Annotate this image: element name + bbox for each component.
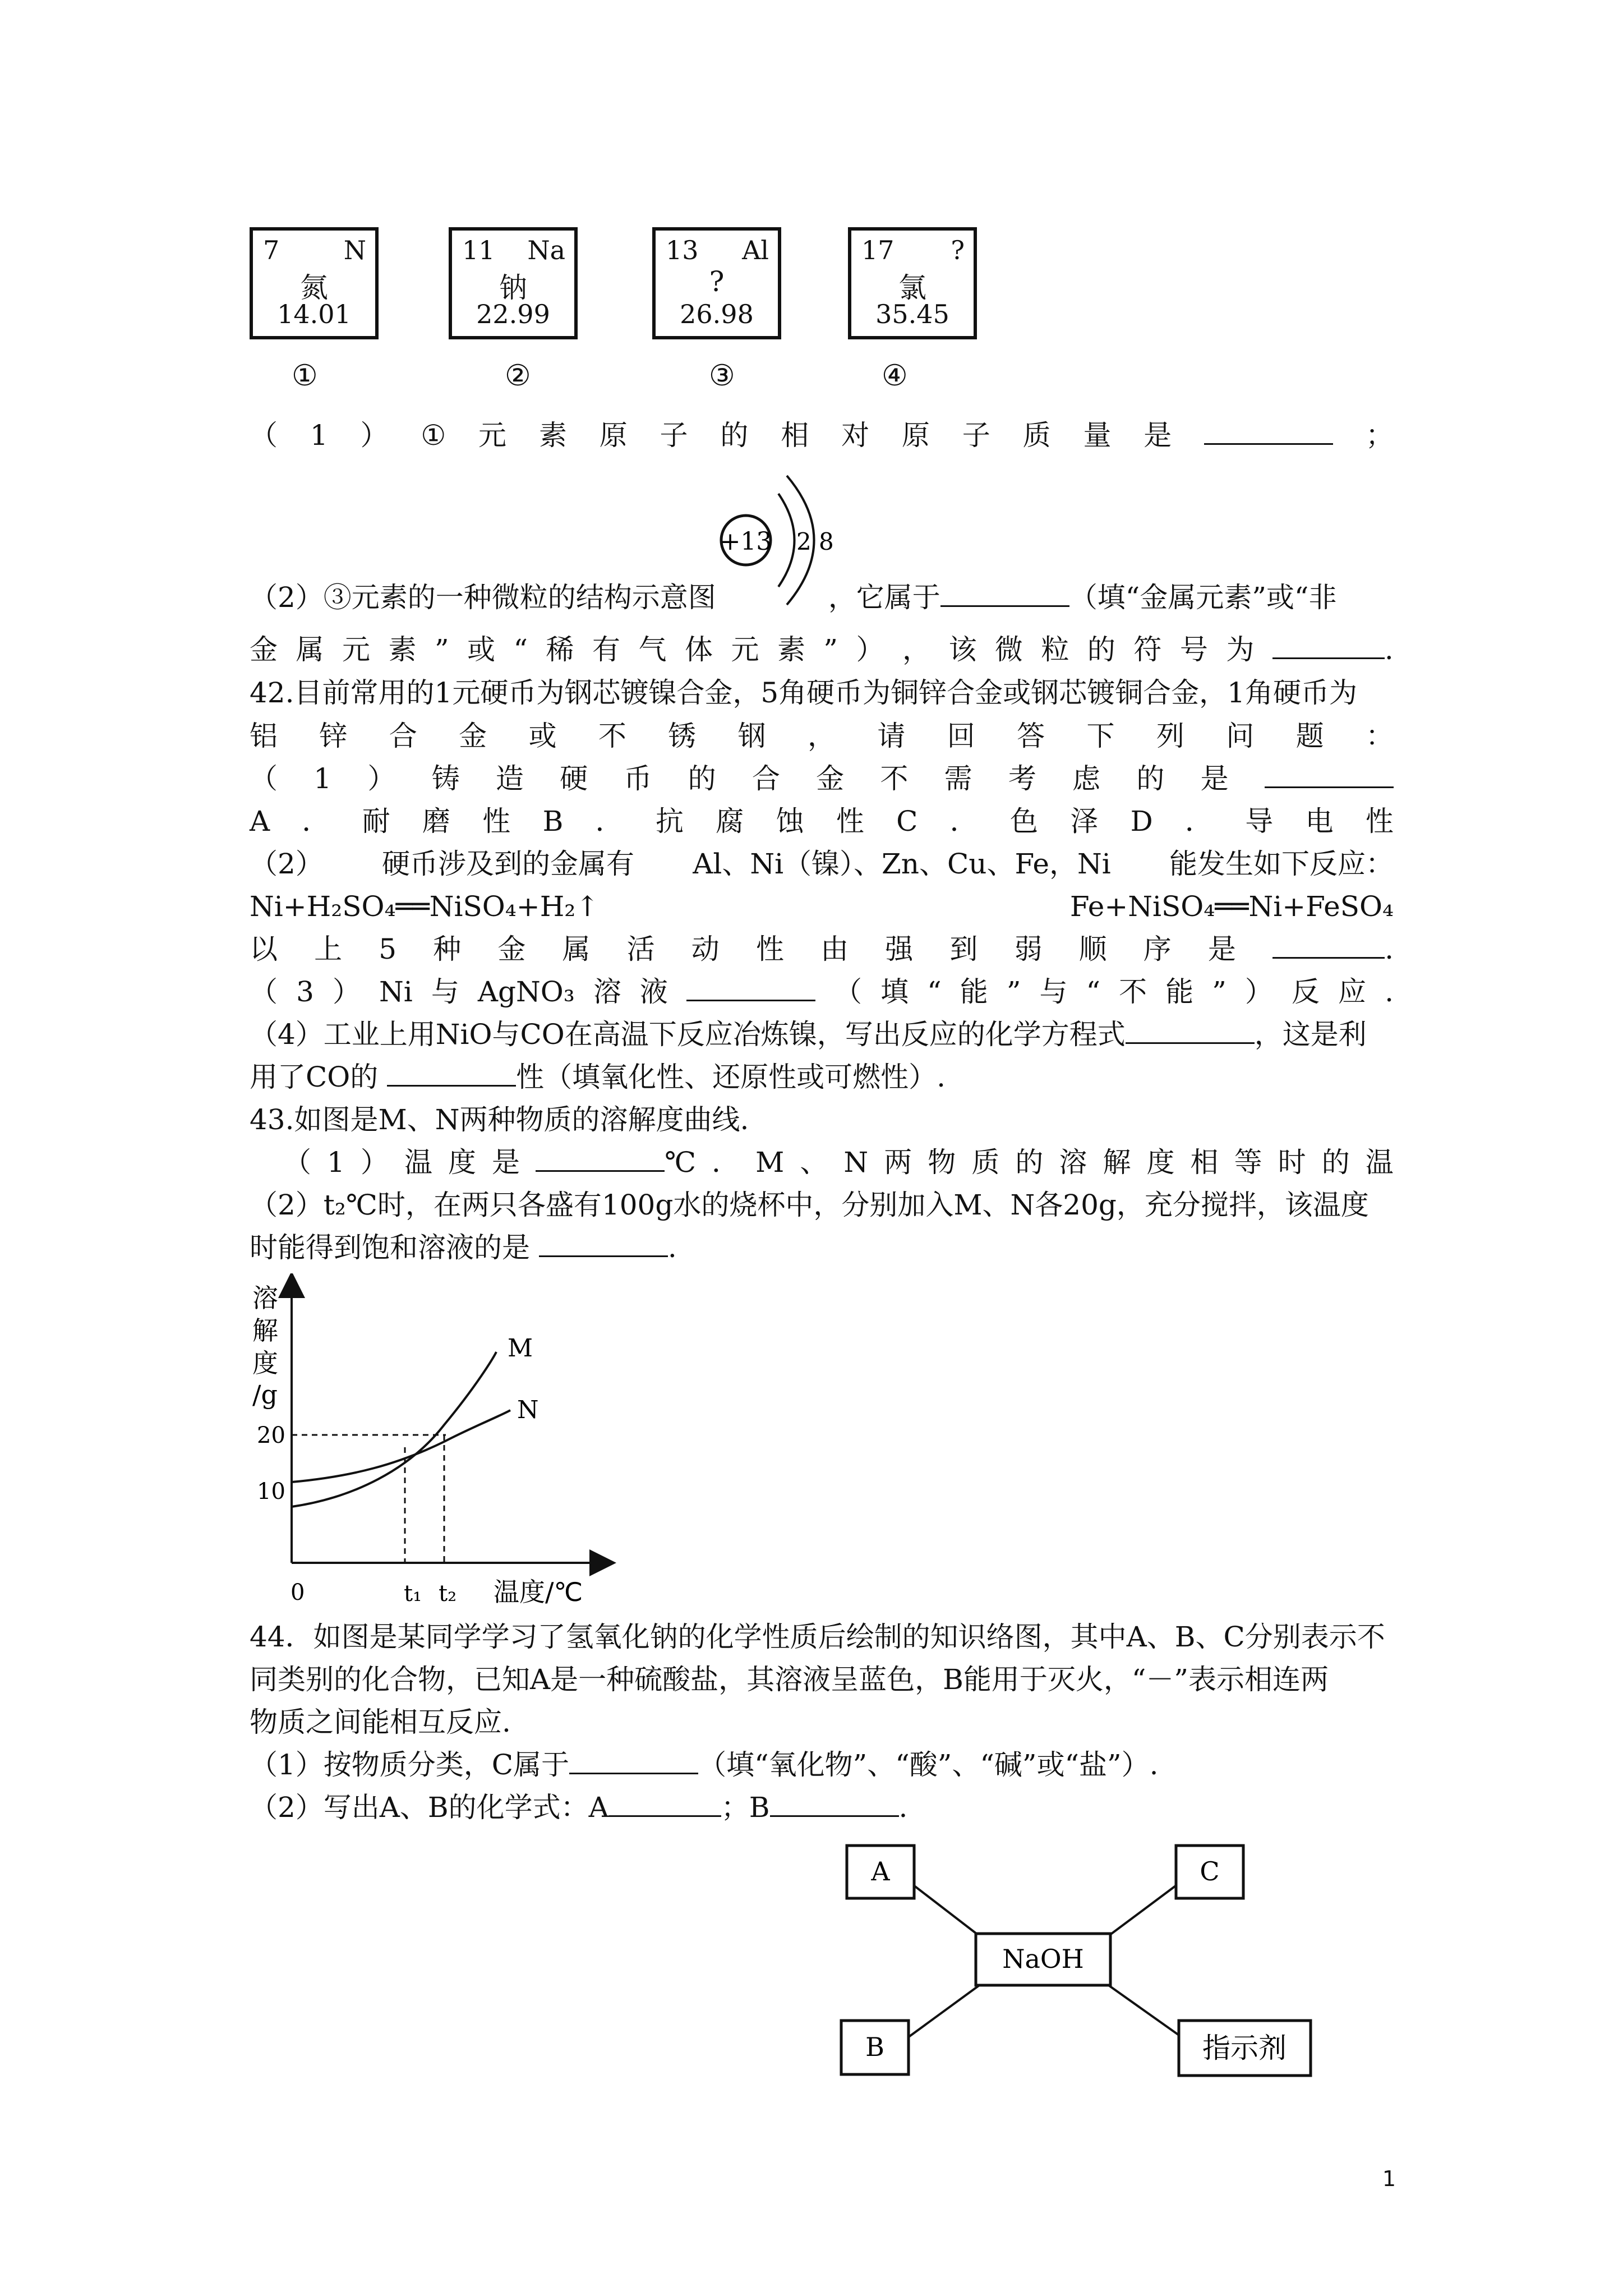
label-c: C	[1200, 1856, 1220, 1887]
electron-shell-1	[778, 494, 795, 587]
atomic-number: 11	[462, 235, 495, 265]
series-label-M: M	[508, 1334, 533, 1363]
q44-line2: 同类别的化合物，已知A是一种硫酸盐，其溶液呈蓝色，B能用于灭火，“－”表示相连两	[250, 1663, 1329, 1696]
q42-line1: 42.目前常用的1元硬币为钢芯镀镍合金，5角硬币为铜锌合金或钢芯镀铜合金，1角硬币为	[250, 677, 1357, 709]
element-card-sodium	[449, 227, 578, 339]
x-tick-t2: t₂	[439, 1581, 457, 1607]
q42-part3: （ 3 ） Ni 与 AgNO₃ 溶 液 （ 填 “ 能 ” 与 “ 不 能 ” ） 反 应 .	[250, 976, 1394, 1008]
naoh-knowledge-diagram	[836, 1834, 1329, 2087]
answer-blank[interactable]	[686, 975, 815, 1001]
element-name: 氮	[300, 272, 328, 304]
nucleus-charge: +13	[720, 527, 772, 556]
label-a: A	[871, 1856, 890, 1887]
q42-part1: （ 1 ） 铸 造 硬 币 的 合 金 不 需 考 虑 的 是	[250, 762, 1394, 795]
answer-blank[interactable]	[569, 1748, 698, 1774]
q41-part1: （ 1 ） ① 元 素 原 子 的 相 对 原 子 质 量 是 ；	[250, 419, 1394, 452]
q42-activity-order: 以 上 5 种 金 属 活 动 性 由 强 到 弱 顺 序 是 .	[250, 933, 1394, 965]
answer-blank[interactable]	[1272, 633, 1385, 659]
atomic-mass: 14.01	[277, 299, 351, 329]
y-axis-label	[252, 1283, 278, 1410]
answer-blank[interactable]	[609, 1791, 721, 1817]
curve-M	[292, 1352, 496, 1507]
element-name: ?	[709, 265, 725, 298]
reaction-equation-1: Ni+H₂SO₄══NiSO₄+H₂↑	[250, 890, 600, 923]
origin-label: 0	[291, 1580, 305, 1605]
answer-blank[interactable]	[1265, 762, 1394, 788]
series-label-N: N	[517, 1396, 539, 1424]
solubility-chart	[241, 1273, 623, 1610]
answer-blank[interactable]	[539, 1231, 668, 1257]
answer-blank[interactable]	[1272, 932, 1385, 959]
connector-indicator	[1109, 1986, 1184, 2039]
atomic-number: 13	[666, 235, 699, 265]
x-axis-label: 温度/℃	[494, 1577, 583, 1607]
reaction-equation-2: Fe+NiSO₄══Ni+FeSO₄	[1069, 890, 1394, 923]
element-symbol: Na	[527, 235, 565, 265]
connector-b	[906, 1986, 979, 2039]
atomic-number: 7	[263, 235, 280, 265]
q42-options: A ． 耐 磨 性 B ． 抗 腐 蚀 性 C ． 色 泽 D ． 导 电 性	[250, 805, 1394, 838]
atomic-mass: 26.98	[680, 299, 754, 329]
element-card-nitrogen	[250, 227, 379, 339]
y-tick-10: 10	[257, 1479, 285, 1504]
q43-part2-line1: （2）t₂℃时，在两只各盛有100g水的烧杯中，分别加入M、N各20g，充分搅拌，该温度	[250, 1189, 1369, 1221]
answer-blank[interactable]	[1126, 1018, 1255, 1044]
element-symbol: N	[343, 235, 366, 265]
answer-blank[interactable]	[940, 581, 1069, 607]
card-label-3: ③	[709, 359, 735, 393]
element-card-aluminium	[652, 227, 781, 339]
element-symbol: ?	[951, 235, 965, 265]
svg-text:度: 度	[252, 1348, 278, 1378]
q42-part2: （2） 硬币涉及到的金属有 Al、Ni（镍）、Zn、Cu、Fe，Ni 能发生如下反应：	[250, 848, 1394, 880]
element-name: 钠	[499, 272, 527, 304]
q42-part4-line1: （4）工业上用NiO与CO在高温下反应冶炼镍，写出反应的化学方程式 ，这是利	[250, 1018, 1367, 1051]
label-indicator: 指示剂	[1202, 2032, 1287, 2064]
q41-part2-line2: 金 属 元 素 ” 或 “ 稀 有 气 体 元 素 ” ） ， 该 微 粒 的 符 号 为 .	[250, 633, 1394, 666]
q41-part2-line1: （2）③元素的一种微粒的结构示意图 ，它属于 （填“金属元素”或“非	[250, 581, 1337, 614]
answer-blank[interactable]	[387, 1060, 516, 1087]
atomic-mass: 22.99	[476, 299, 550, 329]
connector-c	[1109, 1879, 1184, 1935]
q43-part2-line2: 时能得到饱和溶液的是 .	[250, 1231, 677, 1264]
page-number: 1	[1382, 2166, 1396, 2191]
svg-text:溶: 溶	[252, 1283, 278, 1313]
label-naoh: NaOH	[1002, 1944, 1084, 1974]
y-tick-20: 20	[257, 1423, 285, 1448]
connector-a	[906, 1879, 979, 1935]
q44-line3: 物质之间能相互反应.	[250, 1706, 511, 1738]
atomic-mass: 35.45	[875, 299, 949, 329]
q43-part1: （ 1 ） 温 度 是 ℃ ． M 、 N 两 物 质 的 溶 解 度 相 等 时 的 温	[283, 1146, 1394, 1179]
q43-title: 43.如图是M、N两种物质的溶解度曲线.	[250, 1103, 749, 1136]
label-b: B	[865, 2032, 884, 2062]
card-label-2: ②	[505, 359, 531, 393]
svg-text:/g: /g	[252, 1379, 278, 1410]
q44-part2: （2）写出A、B的化学式：A ；B .	[250, 1791, 908, 1824]
curve-N	[292, 1410, 510, 1482]
card-label-4: ④	[882, 359, 908, 393]
answer-blank[interactable]	[1204, 418, 1333, 445]
card-label-1: ①	[292, 359, 318, 393]
q44-part1: （1）按物质分类，C属于 （填“氧化物”、“酸”、“碱”或“盐”）.	[250, 1749, 1159, 1781]
shell-1-electrons: 2	[796, 528, 811, 555]
shell-2-electrons: 8	[819, 528, 834, 555]
q44-line1: 44．如图是某同学学习了氢氧化钠的化学性质后绘制的知识络图，其中A、B、C分别表示不	[250, 1621, 1385, 1653]
answer-blank[interactable]	[770, 1791, 899, 1817]
element-name: 氯	[898, 272, 926, 304]
answer-blank[interactable]	[536, 1145, 665, 1172]
q42-line2: 铝 锌 合 金 或 不 锈 钢 ， 请 回 答 下 列 问 题 ：	[250, 720, 1394, 752]
element-symbol: Al	[742, 235, 769, 265]
atomic-number: 17	[861, 235, 895, 265]
x-tick-t1: t₁	[404, 1581, 422, 1607]
element-card-chlorine	[848, 227, 977, 339]
q42-part4-line2: 用了CO的 性（填氧化性、还原性或可燃性）.	[250, 1061, 946, 1093]
svg-text:解: 解	[252, 1315, 278, 1346]
